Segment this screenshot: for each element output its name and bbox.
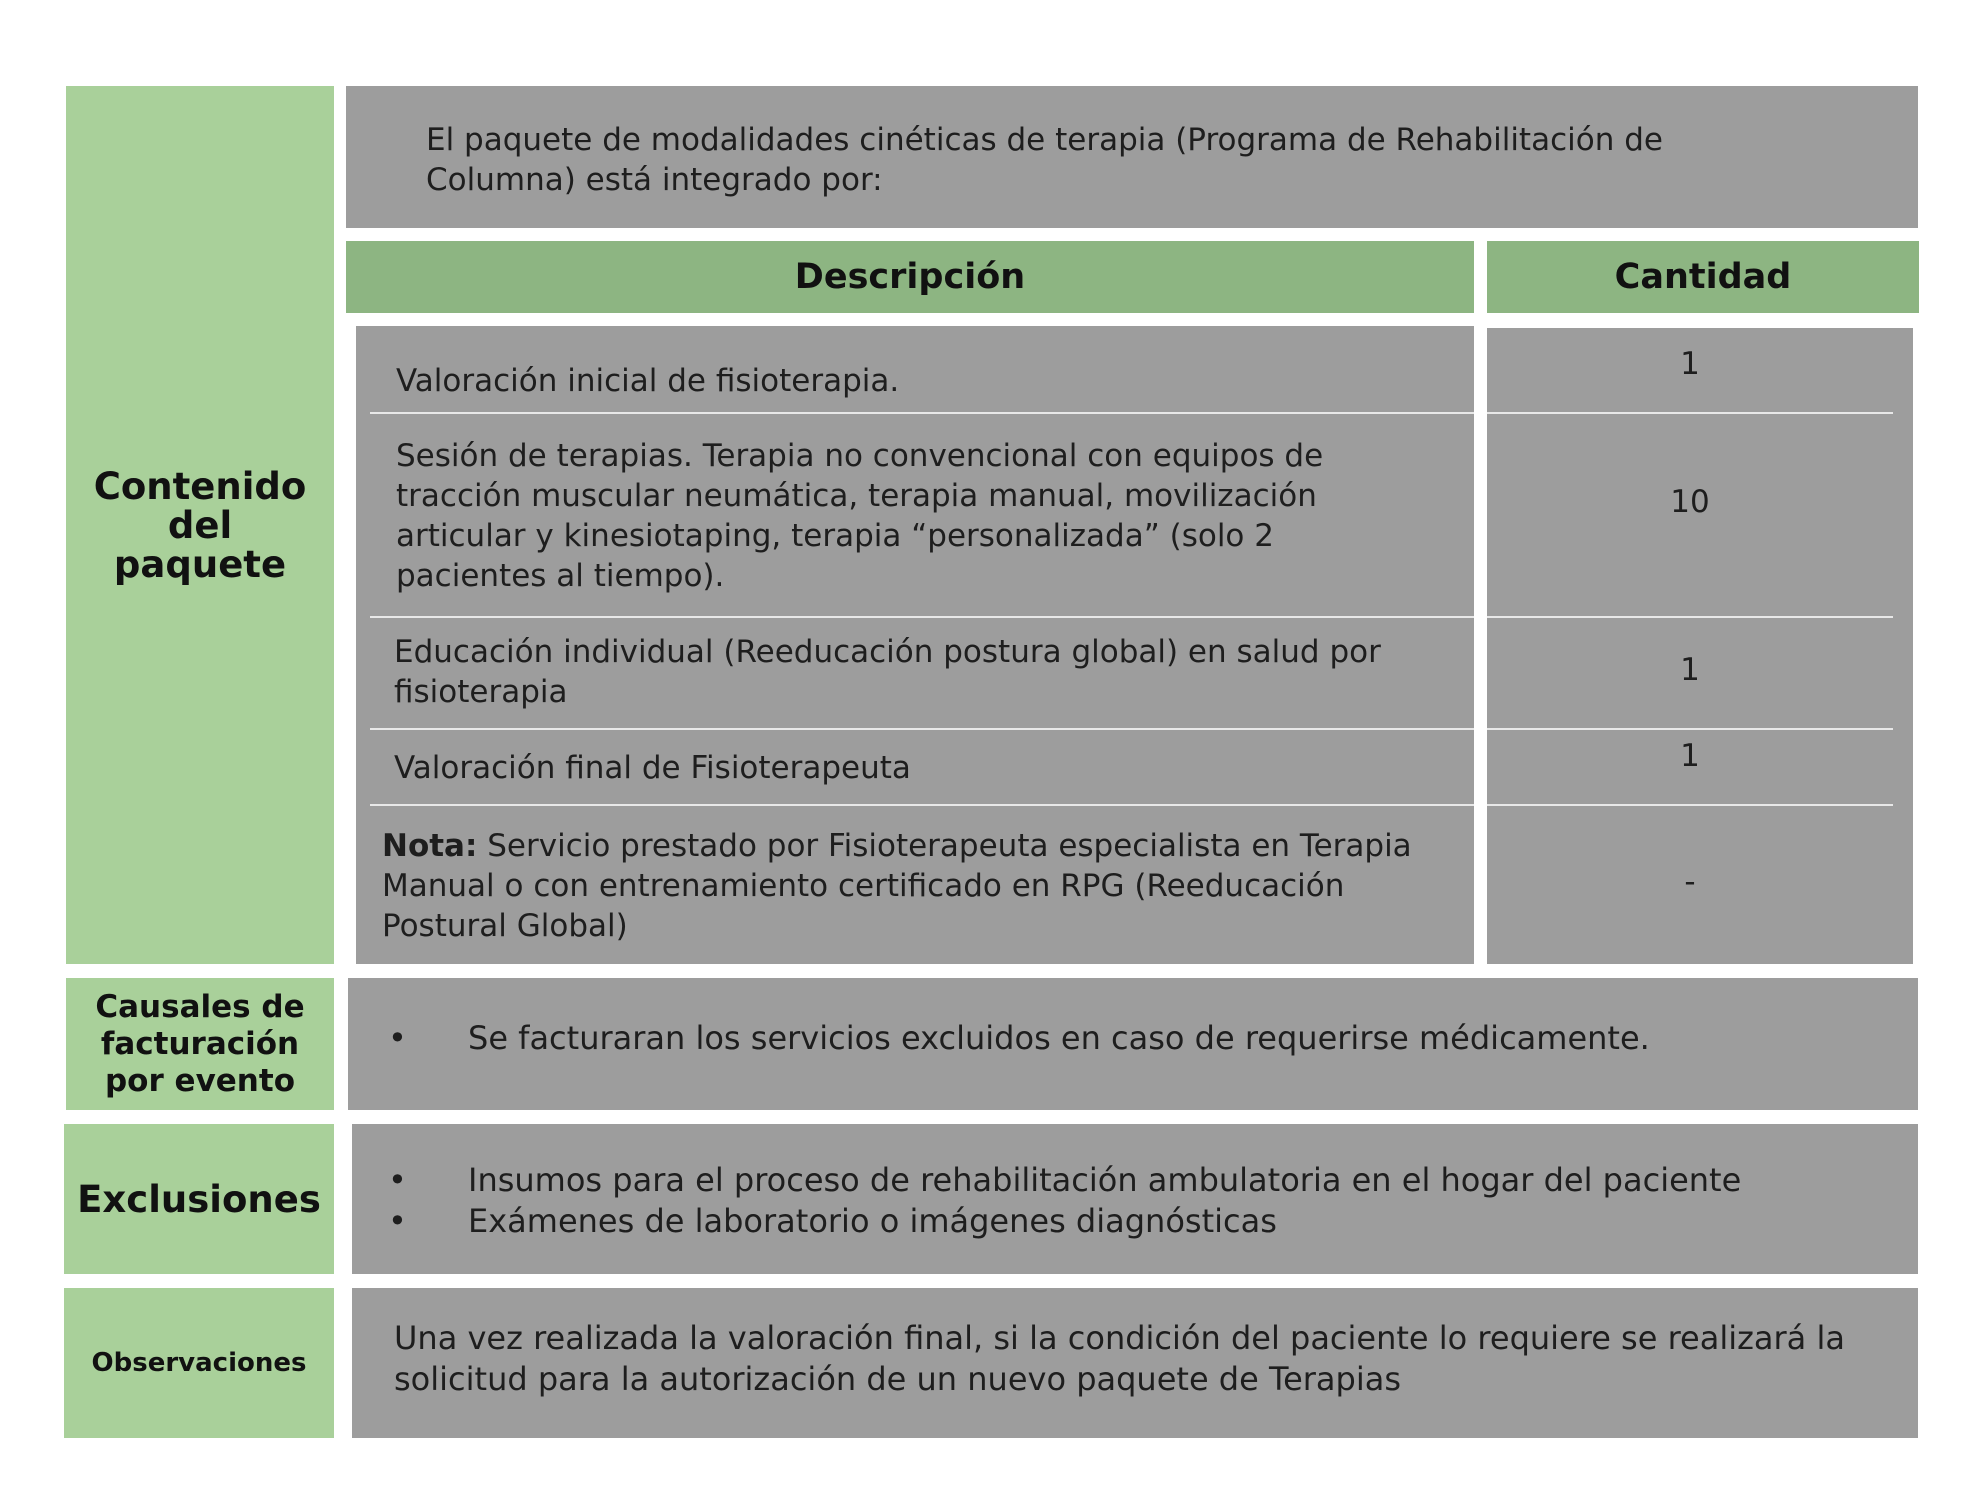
- section-label-exclusiones-text: Exclusiones: [77, 1177, 321, 1221]
- table-row-description: Valoración final de Fisioterapeuta: [394, 750, 911, 786]
- section-label-causales: [66, 978, 334, 1110]
- row-divider: [1487, 616, 1893, 618]
- row-divider: [1487, 804, 1893, 806]
- note-text: [382, 826, 1422, 946]
- section-label-contenido: [66, 86, 334, 964]
- section-label-causales-text: Causales de facturación por evento: [95, 988, 305, 1099]
- header-quantity: [1487, 241, 1919, 313]
- quantity-column: [1487, 328, 1913, 964]
- list-item: • Exámenes de laboratorio o imágenes diagnósticas: [388, 1202, 1277, 1240]
- table-row-description: Sesión de terapias. Terapia no convencional con equipos de tracción muscular neumática, terapia manual, movilización articular y kinesiotaping, terapia “personalizada” (solo 2 pacientes al tiempo).: [396, 438, 1324, 594]
- observaciones-text: Una vez realizada la valoración final, si la condición del paciente lo requiere se realizará la solicitud para la autorización de un nuevo paquete de Terapias: [394, 1319, 1845, 1398]
- quantity-value: 10: [1670, 484, 1710, 520]
- quantity-value: 1: [1680, 652, 1700, 688]
- row-divider: [370, 412, 1474, 414]
- exclusiones-box: [352, 1124, 1918, 1274]
- row-divider: [370, 804, 1474, 806]
- quantity-value: 1: [1680, 346, 1700, 382]
- section-label-observaciones-text: Observaciones: [91, 1348, 307, 1378]
- note-body: Servicio prestado por Fisioterapeuta especialista en Terapia Manual o con entrenamiento certificado en RPG (Reeducación Postural Global): [382, 828, 1412, 944]
- quantity-value: -: [1684, 864, 1696, 900]
- section-label-exclusiones: [64, 1124, 334, 1274]
- list-item: • Insumos para el proceso de rehabilitación ambulatoria en el hogar del paciente: [388, 1161, 1742, 1199]
- header-description: [346, 241, 1474, 313]
- header-quantity-text: Cantidad: [1614, 257, 1792, 297]
- row-divider: [370, 728, 1474, 730]
- note-label: Nota:: [382, 828, 478, 864]
- section-label-observaciones: [64, 1288, 334, 1438]
- quantity-value: 1: [1680, 738, 1700, 774]
- intro-text: El paquete de modalidades cinéticas de terapia (Programa de Rehabilitación de Columna) está integrado por:: [426, 122, 1663, 198]
- row-divider: [1487, 728, 1893, 730]
- exclusiones-list: [348, 1160, 1888, 1242]
- observaciones-box: [352, 1288, 1918, 1438]
- row-divider: [1487, 412, 1893, 414]
- list-item: • Se facturaran los servicios excluidos en caso de requerirse médicamente.: [388, 1019, 1650, 1057]
- row-divider: [370, 616, 1474, 618]
- causales-list: [348, 1018, 1888, 1059]
- table-row-description: Educación individual (Reeducación postura global) en salud por fisioterapia: [394, 634, 1381, 710]
- section-label-contenido-text: Contenido del paquete: [93, 464, 307, 586]
- table-row-description: Valoración inicial de fisioterapia.: [396, 363, 900, 399]
- description-column: [356, 326, 1474, 964]
- causales-box: [348, 978, 1918, 1110]
- header-description-text: Descripción: [794, 257, 1026, 297]
- intro-box: [346, 86, 1918, 228]
